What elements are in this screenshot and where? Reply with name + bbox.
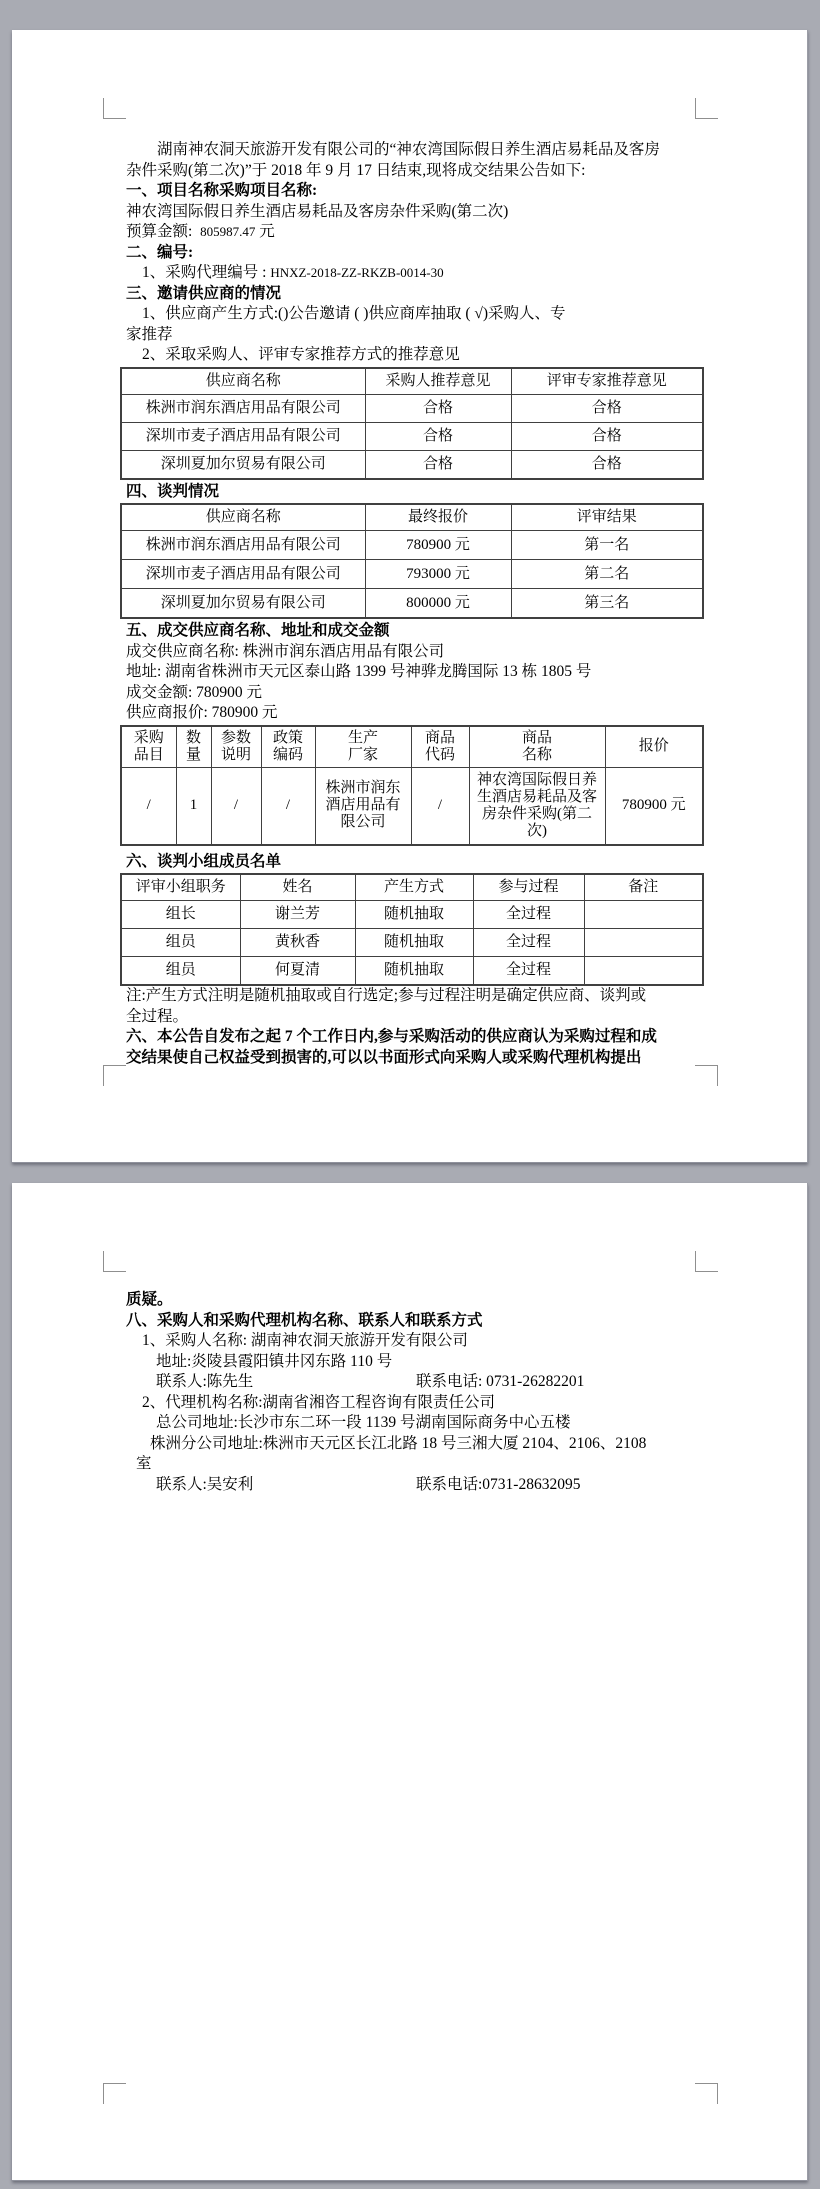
cell: / [121,767,176,845]
header-cell: 最终报价 [365,504,511,531]
objection-notice-line: 六、本公告自发布之起 7 个工作日内,参与采购活动的供应商认为采购过程和成 [126,1028,657,1045]
cell: 全过程 [473,901,584,929]
cell: 深圳夏加尔贸易有限公司 [121,450,365,479]
buyer-contact-person: 联系人:陈先生 [156,1373,254,1390]
header-cell: 参与过程 [473,874,584,901]
agency-code-label: 1、采购代理编号 : [142,264,267,281]
cell: 组员 [121,957,240,986]
header-cell: 采购 品目 [121,726,176,768]
crop-mark-bottom-right [695,1065,718,1086]
header-cell: 姓名 [240,874,355,901]
cell: 1 [176,767,211,845]
page1-text-area [126,30,718,1068]
header-cell: 采购人推荐意见 [365,368,511,395]
supplier-recommendation-line: 2、采取采购人、评审专家推荐方式的推荐意见 [142,346,460,363]
agent-contact-person: 联系人:吴安利 [156,1475,254,1493]
budget-unit: 元 [259,223,275,240]
budget-label: 预算金额: [126,223,193,240]
table-row [121,560,703,589]
section-heading-invited-suppliers: 三、邀请供应商的情况 [126,284,282,302]
cell: 第二名 [511,560,703,589]
cell: 株洲市润东酒店用品有限公司 [121,531,365,560]
cell: 合格 [365,422,511,450]
cell: 深圳夏加尔贸易有限公司 [121,589,365,619]
cell: 780900 元 [365,531,511,560]
cell: / [411,767,469,845]
budget-line [126,222,718,243]
agent-branch-address-line: 株洲分公司地址:株洲市天元区长江北路 18 号三湘大厦 2104、2106、2108 [150,1434,647,1452]
document-page-2 [12,1183,808,2181]
cell [584,901,703,929]
table-row [121,394,703,422]
table-row [121,422,703,450]
supplier-recommendation-table [120,367,704,480]
objection-notice-line: 交结果使自己权益受到损害的,可以以书面形式向采购人或采购代理机构提出 [126,1048,642,1066]
crop-mark-top-left [103,1251,126,1272]
cell: 组员 [121,929,240,957]
cell: 深圳市麦子酒店用品有限公司 [121,422,365,450]
agent-name-line: 2、代理机构名称:湖南省湘咨工程咨询有限责任公司 [142,1393,496,1411]
header-cell: 评审小组职务 [121,874,240,901]
cell: 合格 [511,450,703,479]
cell [584,957,703,986]
cell: 谢兰芳 [240,901,355,929]
winner-amount-line: 成交金额: 780900 元 [126,683,263,701]
table-header-row [121,874,703,901]
cell: 全过程 [473,957,584,986]
agent-contact-line [126,1475,718,1496]
supplier-mode-line: 1、供应商产生方式:()公告邀请 ( )供应商库抽取 ( √)采购人、专 [142,305,566,322]
cell: 随机抽取 [355,929,473,957]
document-page-1 [12,30,808,1163]
header-cell: 政策 编码 [261,726,315,768]
buyer-name-line: 1、采购人名称: 湖南神农洞天旅游开发有限公司 [142,1332,468,1349]
table-row [121,450,703,479]
section-heading-negotiation: 四、谈判情况 [126,482,220,500]
agent-contact-phone: 联系电话:0731-28632095 [416,1475,581,1493]
header-cell: 供应商名称 [121,504,365,531]
cell: 黄秋香 [240,929,355,957]
section-heading-code: 二、编号: [126,243,194,261]
intro-paragraph-line: 湖南神农洞天旅游开发有限公司的“神农湾国际假日养生酒店易耗品及客房 [157,141,660,158]
cell [584,929,703,957]
cell: 株洲市润东酒店用品有限公司 [315,767,411,845]
table-header-row [121,368,703,395]
negotiation-result-table [120,503,704,619]
header-cell: 数 量 [176,726,211,768]
supplier-mode-line: 家推荐 [126,325,173,343]
table-row [121,929,703,957]
header-cell: 生产 厂家 [315,726,411,768]
table-row [121,901,703,929]
cell: 何夏清 [240,957,355,986]
winner-quote-line: 供应商报价: 780900 元 [126,704,278,721]
agency-code-value: HNXZ-2018-ZZ-RKZB-0014-30 [270,265,444,280]
section-heading-panel-members: 六、谈判小组成员名单 [126,852,282,870]
budget-value: 805987.47 [200,224,256,239]
cell: 株洲市润东酒店用品有限公司 [121,394,365,422]
table-row [121,531,703,560]
page2-text-area [126,1183,718,1495]
cell: 780900 元 [605,767,703,845]
cell: 800000 元 [365,589,511,619]
panel-member-table [120,873,704,986]
cell: / [211,767,261,845]
winner-address-line: 地址: 湖南省株洲市天元区泰山路 1399 号神骅龙腾国际 13 栋 1805 号 [126,663,592,680]
cell: 793000 元 [365,560,511,589]
cell: 神农湾国际假日养生酒店易耗品及客房杂件采购(第二次) [469,767,605,845]
crop-mark-bottom-left [103,1065,126,1086]
section-heading-contacts: 八、采购人和采购代理机构名称、联系人和联系方式 [126,1311,483,1329]
header-cell: 评审专家推荐意见 [511,368,703,395]
cell: / [261,767,315,845]
cell: 组长 [121,901,240,929]
agent-hq-address-line: 总公司地址:长沙市东二环一段 1139 号湖南国际商务中心五楼 [156,1414,571,1431]
section-heading-awarded-supplier: 五、成交供应商名称、地址和成交金额 [126,622,390,639]
agent-branch-address-line: 室 [136,1455,152,1472]
cell: 合格 [365,450,511,479]
table-row [121,767,703,845]
note-line: 注:产生方式注明是随机抽取或自行选定;参与过程注明是确定供应商、谈判或 [126,987,647,1004]
header-cell: 报价 [605,726,703,768]
table-header-row [121,726,703,768]
header-cell: 产生方式 [355,874,473,901]
winner-name-line: 成交供应商名称: 株洲市润东酒店用品有限公司 [126,642,445,660]
header-cell: 供应商名称 [121,368,365,395]
cell: 第三名 [511,589,703,619]
table-header-row [121,504,703,531]
objection-notice-continuation: 质疑。 [126,1291,173,1308]
crop-mark-bottom-right [695,2083,718,2104]
cell: 随机抽取 [355,901,473,929]
cell: 全过程 [473,929,584,957]
crop-mark-top-left [103,98,126,119]
header-cell: 商品 代码 [411,726,469,768]
intro-paragraph-line: 杂件采购(第二次)”于 2018 年 9 月 17 日结束,现将成交结果公告如下: [126,161,586,179]
cell: 深圳市麦子酒店用品有限公司 [121,560,365,589]
header-cell: 商品 名称 [469,726,605,768]
cell: 合格 [365,394,511,422]
agency-code-line [126,263,718,284]
header-cell: 备注 [584,874,703,901]
awarded-item-table [120,725,704,846]
cell: 合格 [511,394,703,422]
cell: 随机抽取 [355,957,473,986]
buyer-contact-line [126,1372,718,1393]
cell: 合格 [511,422,703,450]
buyer-address-line: 地址:炎陵县霞阳镇井冈东路 110 号 [156,1352,393,1370]
header-cell: 评审结果 [511,504,703,531]
crop-mark-bottom-left [103,2083,126,2104]
buyer-contact-phone: 联系电话: 0731-26282201 [416,1373,585,1390]
project-name-line: 神农湾国际假日养生酒店易耗品及客房杂件采购(第二次) [126,202,509,220]
note-line: 全过程。 [126,1007,189,1025]
table-row [121,957,703,986]
cell: 第一名 [511,531,703,560]
section-heading-project-name: 一、项目名称采购项目名称: [126,182,318,199]
table-row [121,589,703,619]
header-cell: 参数 说明 [211,726,261,768]
